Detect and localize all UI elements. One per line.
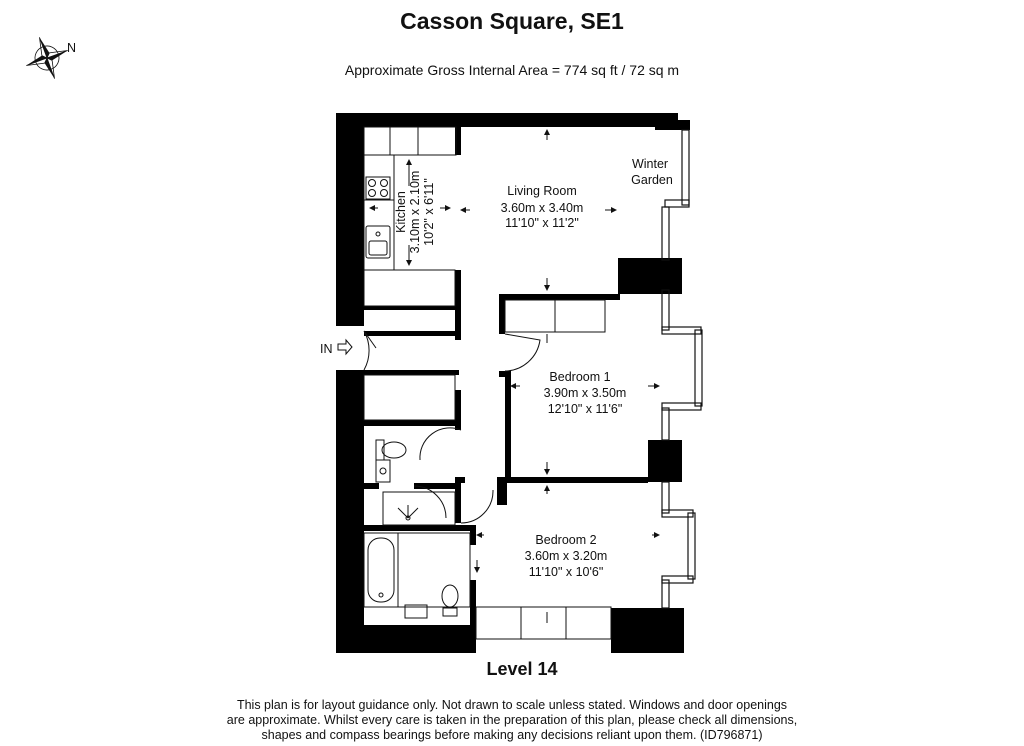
bedroom2-name: Bedroom 2 bbox=[535, 533, 597, 547]
sink-icon bbox=[366, 226, 390, 258]
level-label: Level 14 bbox=[486, 659, 558, 679]
kitchen-imperial: 10'2" x 6'11" bbox=[422, 178, 436, 246]
plan-title: Casson Square, SE1 bbox=[400, 8, 624, 34]
bathroom-fittings bbox=[398, 533, 470, 618]
living-room-imperial: 11'10" x 11'2" bbox=[505, 216, 579, 230]
disclaimer bbox=[200, 698, 824, 743]
compass-north-label: N bbox=[67, 41, 77, 55]
living-room-name: Living Room bbox=[507, 184, 577, 198]
doors bbox=[364, 331, 540, 523]
bedroom1-metric: 3.90m x 3.50m bbox=[543, 386, 627, 400]
gross-area-text: Approximate Gross Internal Area = 774 sq ft / 72 sq m bbox=[344, 62, 680, 78]
living-room-metric: 3.60m x 3.40m bbox=[500, 201, 584, 215]
winter-garden-line2: Garden bbox=[631, 173, 673, 187]
kitchen-name: Kitchen bbox=[394, 191, 408, 233]
bedroom2-metric: 3.60m x 3.20m bbox=[524, 549, 608, 563]
bathtub-icon bbox=[364, 533, 398, 607]
disclaimer-line: This plan is for layout guidance only. Not drawn to scale unless stated. Windows and door openings bbox=[236, 698, 788, 712]
basin-icon bbox=[376, 460, 390, 482]
disclaimer-line: shapes and compass bearings before making any decisions reliant upon them. (ID796871) bbox=[261, 728, 763, 742]
bedroom1-name: Bedroom 1 bbox=[549, 370, 611, 384]
entrance-arrow-icon bbox=[338, 340, 352, 354]
kitchen-metric: 3.10m x 2.10m bbox=[408, 170, 422, 254]
bedroom1-imperial: 12'10" x 11'6" bbox=[547, 402, 623, 416]
winter-garden-line1: Winter bbox=[631, 157, 669, 171]
disclaimer-line: are approximate. Whilst every care is taken in the preparation of this plan, please check all dimensions, bbox=[226, 713, 798, 727]
bedroom2-imperial: 11'10" x 10'6" bbox=[528, 565, 604, 579]
storage-cupboards bbox=[364, 270, 611, 639]
kitchen-label bbox=[394, 171, 436, 254]
toilet-icon bbox=[376, 440, 406, 460]
hob-icon bbox=[366, 177, 390, 199]
compass-rose-icon bbox=[19, 30, 75, 86]
windows bbox=[662, 130, 702, 608]
entrance-label: IN bbox=[320, 342, 333, 356]
